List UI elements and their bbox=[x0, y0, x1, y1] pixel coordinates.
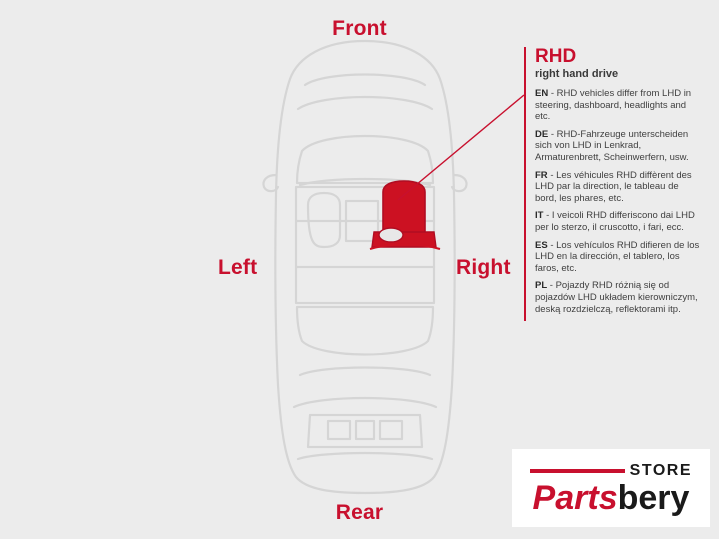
lang-code-de: DE bbox=[535, 128, 549, 140]
driver-seat-highlight bbox=[370, 181, 440, 249]
direction-label-rear: Rear bbox=[335, 501, 384, 524]
lang-text-es: - Los vehículos RHD difieren de los LHD en la dirección, el tablero, los faros, etc. bbox=[535, 239, 700, 274]
lang-code-it: IT bbox=[535, 210, 544, 222]
logo-brand-first: Parts bbox=[532, 478, 618, 517]
lang-text-fr: - Les véhicules RHD diffèrent des LHD par la direction, le tableau de bord, les phares, etc. bbox=[535, 169, 692, 204]
lang-code-es: ES bbox=[535, 239, 548, 251]
logo-dash bbox=[530, 469, 625, 473]
car-top-view bbox=[250, 35, 480, 495]
lang-code-en: EN bbox=[535, 88, 549, 99]
lang-code-fr: FR bbox=[535, 169, 548, 181]
brand-logo bbox=[512, 449, 710, 527]
lang-block-de bbox=[535, 129, 702, 164]
logo-store-row bbox=[530, 462, 692, 480]
lang-text-en: - RHD vehicles differ from LHD in steering, dashboard, headlights and etc. bbox=[535, 88, 692, 123]
lang-block-en bbox=[535, 88, 702, 123]
lang-code-pl: PL bbox=[535, 280, 548, 292]
lang-text-pl: - Pojazdy RHD różnią się od pojazdów LHD układem kierowniczym, deską rozdzielczą, reflektorami itp. bbox=[535, 280, 698, 315]
lang-text-it: - I veicoli RHD differiscono dai LHD per lo sterzo, il cruscotto, i fari, ecc. bbox=[535, 210, 695, 233]
direction-label-left: Left bbox=[218, 256, 258, 279]
logo-store-text: STORE bbox=[629, 461, 692, 479]
direction-label-right: Right bbox=[456, 256, 511, 279]
direction-label-front: Front bbox=[332, 17, 387, 40]
callout-title: RHD bbox=[535, 46, 577, 67]
callout-subtitle: right hand drive bbox=[535, 68, 619, 80]
lang-block-it bbox=[535, 210, 702, 233]
rhd-info-panel bbox=[524, 47, 702, 321]
lang-block-pl bbox=[535, 280, 702, 315]
lang-text-de: - RHD-Fahrzeuge unterscheiden sich von LHD in Lenkrad, Armaturenbrett, Scheinwerfern, usw. bbox=[535, 128, 689, 163]
lang-block-es bbox=[535, 240, 702, 275]
lang-block-fr bbox=[535, 170, 702, 205]
logo-brand-text bbox=[532, 478, 690, 517]
logo-brand-second: bery bbox=[617, 478, 690, 517]
